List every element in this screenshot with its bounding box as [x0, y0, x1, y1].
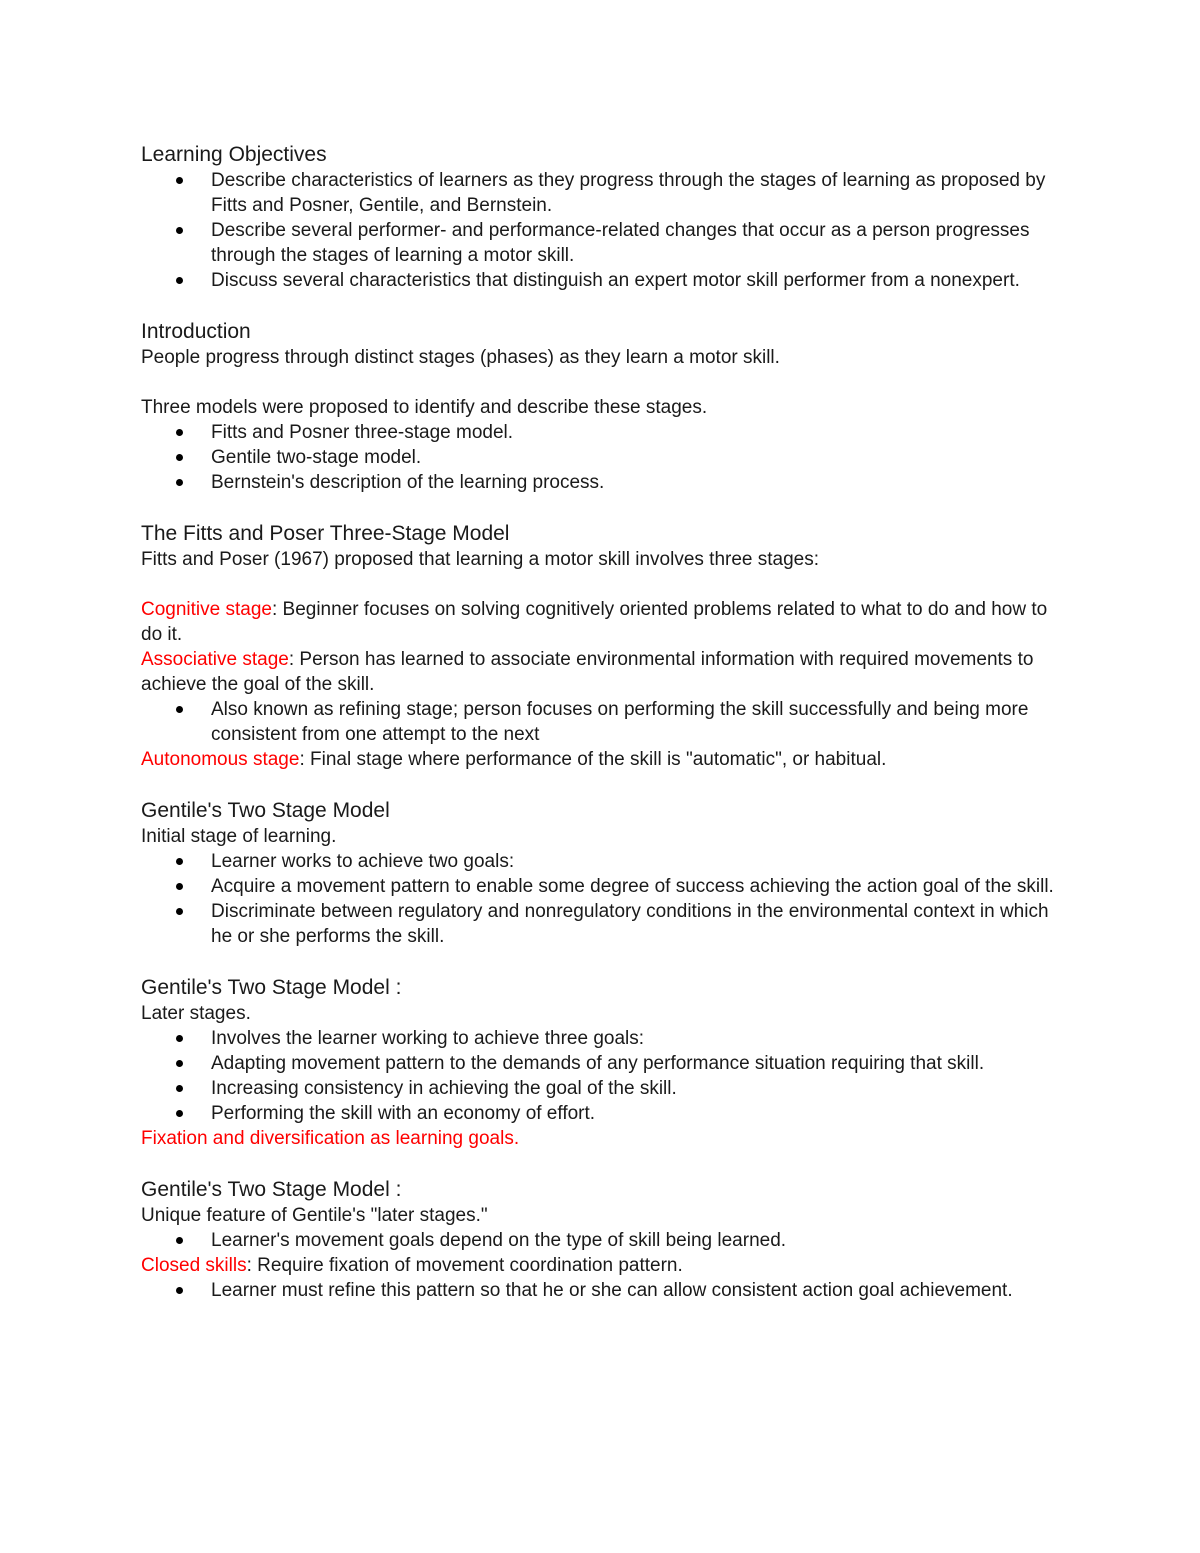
bullet-list: [141, 697, 1071, 747]
bullet-item: Discuss several characteristics that distinguish an expert motor skill performer from a nonexpert.: [141, 268, 1071, 293]
bullet-item: Involves the learner working to achieve three goals:: [141, 1026, 1071, 1051]
term-description: : Final stage where performance of the skill is "automatic", or habitual.: [299, 749, 887, 770]
section-gentile-later: [141, 974, 1071, 1151]
paragraph: People progress through distinct stages (phases) as they learn a motor skill.: [141, 347, 780, 368]
section-heading: Introduction: [141, 320, 251, 343]
term-description: : Person has learned to associate environmental information with required movements to achieve the goal of the skill.: [141, 649, 1034, 695]
bullet-item: Learner works to achieve two goals:: [141, 849, 1071, 874]
bullet-list: [141, 1228, 1071, 1253]
bullet-item: Performing the skill with an economy of effort.: [141, 1101, 1071, 1126]
bullet-item: Discriminate between regulatory and nonregulatory conditions in the environmental context in which he or she performs the skill.: [141, 899, 1071, 949]
bullet-item: Fitts and Posner three-stage model.: [141, 420, 1071, 445]
bullet-list: [141, 1026, 1071, 1126]
section-heading: Learning Objectives: [141, 143, 327, 166]
bullet-item: Learner must refine this pattern so that he or she can allow consistent action goal achievement.: [141, 1278, 1071, 1303]
bullet-list: [141, 420, 1071, 495]
bullet-item: Increasing consistency in achieving the goal of the skill.: [141, 1076, 1071, 1101]
term-highlight: Cognitive stage: [141, 599, 272, 620]
section-fitts-poser: [141, 520, 1071, 772]
blank-line: [141, 370, 1071, 395]
bullet-item: Bernstein's description of the learning process.: [141, 470, 1071, 495]
section-heading: Gentile's Two Stage Model :: [141, 976, 402, 999]
bullet-item: Describe several performer- and performance-related changes that occur as a person progresses through the stages of learning a motor skill.: [141, 218, 1071, 268]
closed-skills-paragraph: [141, 1253, 1071, 1278]
blank-line: [141, 572, 1071, 597]
cognitive-stage-paragraph: [141, 597, 1071, 647]
term-highlight: Associative stage: [141, 649, 289, 670]
associative-stage-paragraph: [141, 647, 1071, 697]
bullet-item: Describe characteristics of learners as they progress through the stages of learning as proposed by Fitts and Posner, Gentile, and Bernstein.: [141, 168, 1071, 218]
document-body: [141, 141, 1071, 1303]
bullet-item: Learner's movement goals depend on the type of skill being learned.: [141, 1228, 1071, 1253]
paragraph: Later stages.: [141, 1003, 251, 1024]
bullet-list: [141, 1278, 1071, 1303]
paragraph: Unique feature of Gentile's "later stages.": [141, 1205, 488, 1226]
bullet-list: [141, 849, 1071, 949]
section-gentile-initial: [141, 797, 1071, 949]
term-description: : Require fixation of movement coordination pattern.: [246, 1255, 683, 1276]
section-gentile-unique: [141, 1176, 1071, 1303]
bullet-item: Adapting movement pattern to the demands of any performance situation requiring that skill.: [141, 1051, 1071, 1076]
term-highlight: Closed skills: [141, 1255, 247, 1276]
paragraph: Initial stage of learning.: [141, 826, 337, 847]
bullet-item: Gentile two-stage model.: [141, 445, 1071, 470]
bullet-list: [141, 168, 1071, 293]
bullet-item: Acquire a movement pattern to enable some degree of success achieving the action goal of the skill.: [141, 874, 1071, 899]
highlight-note: Fixation and diversification as learning goals.: [141, 1128, 520, 1149]
paragraph: Fitts and Poser (1967) proposed that learning a motor skill involves three stages:: [141, 549, 820, 570]
bullet-item: Also known as refining stage; person focuses on performing the skill successfully and being more consistent from one attempt to the next: [141, 697, 1071, 747]
term-description: : Beginner focuses on solving cognitively oriented problems related to what to do and how to do it.: [141, 599, 1048, 645]
section-heading: Gentile's Two Stage Model: [141, 799, 390, 822]
paragraph: Three models were proposed to identify and describe these stages.: [141, 397, 708, 418]
term-highlight: Autonomous stage: [141, 749, 300, 770]
section-heading: Gentile's Two Stage Model :: [141, 1178, 402, 1201]
section-heading: The Fitts and Poser Three-Stage Model: [141, 522, 510, 545]
autonomous-stage-paragraph: [141, 747, 1071, 772]
section-learning-objectives: [141, 141, 1071, 293]
section-introduction: [141, 318, 1071, 495]
